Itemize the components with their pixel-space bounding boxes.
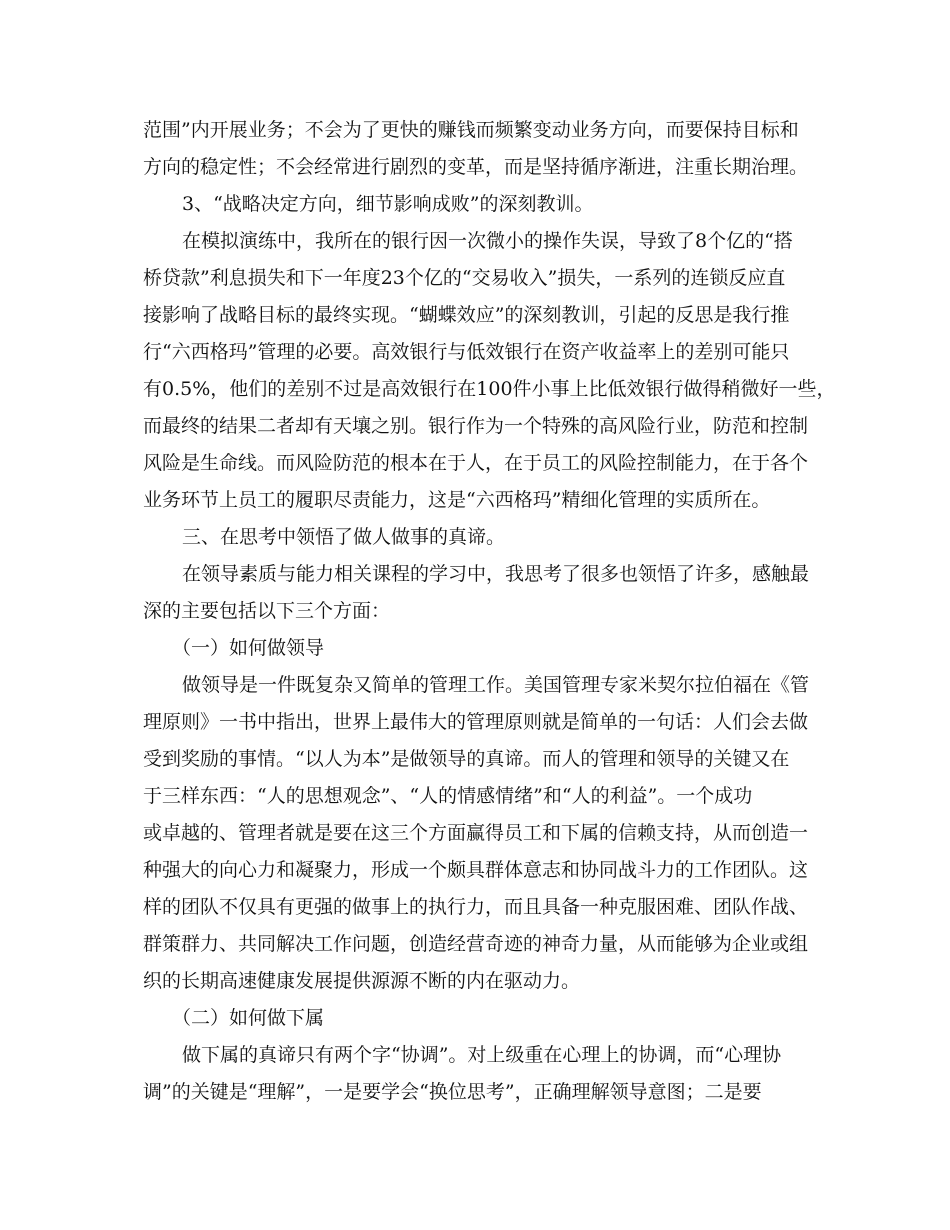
text-line: 而最终的结果二者却有天壤之别。银行作为一个特殊的高风险行业，防范和控制 [143, 415, 809, 437]
text-line: 接影响了战略目标的最终实现。“蝴蝶效应”的深刻教训，引起的反思是我行推 [143, 304, 790, 326]
text-line: 样的团队不仅具有更强的做事上的执行力，而且具备一种克服困难、团队作战、 [143, 896, 809, 918]
text-line: 或卓越的、管理者就是要在这三个方面赢得员工和下属的信赖支持，从而创造一 [143, 822, 809, 844]
text-line: 在模拟演练中，我所在的银行因一次微小的操作失误，导致了8个亿的“搭 [182, 230, 793, 252]
text-line: 理原则》一书中指出，世界上最伟大的管理原则就是简单的一句话：人们会去做 [143, 711, 809, 733]
text-line: 于三样东西：“人的思想观念”、“人的情感情绪”和“人的利益”。一个成功 [143, 785, 753, 807]
text-line: 方向的稳定性；不会经常进行剧烈的变革，而是坚持循序渐进，注重长期治理。 [143, 156, 809, 178]
text-line: 范围”内开展业务；不会为了更快的赚钱而频繁变动业务方向，而要保持目标和 [143, 119, 799, 141]
section-heading: 3、“战略决定方向，细节影响成败”的深刻教训。 [182, 193, 594, 215]
subsection-heading: （二）如何做下属 [172, 1007, 325, 1029]
text-line: 群策群力、共同解决工作问题，创造经营奇迹的神奇力量，从而能够为企业或组 [143, 933, 809, 955]
text-line: 在领导素质与能力相关课程的学习中，我思考了很多也领悟了许多，感触最 [182, 563, 810, 585]
text-line: 做领导是一件既复杂又简单的管理工作。美国管理专家米契尔拉伯福在《管 [182, 674, 810, 696]
text-line: 行“六西格玛”管理的必要。高效银行与低效银行在资产收益率上的差别可能只 [143, 341, 790, 363]
text-line: 业务环节上员工的履职尽责能力，这是“六西格玛”精细化管理的实质所在。 [143, 489, 771, 511]
document-body [143, 112, 836, 1111]
text-line: 有0.5%，他们的差别不过是高效银行在100件小事上比低效银行做得稍微好一些， [143, 378, 836, 400]
text-line: 风险是生命线。而风险防范的根本在于人，在于员工的风险控制能力，在于各个 [143, 452, 809, 474]
text-line: 种强大的向心力和凝聚力，形成一个颇具群体意志和协同战斗力的工作团队。这 [143, 859, 809, 881]
text-line: 调”的关键是“理解”，一是要学会“换位思考”，正确理解领导意图；二是要 [143, 1081, 762, 1103]
section-heading: 三、在思考中领悟了做人做事的真谛。 [182, 526, 506, 548]
text-line: 做下属的真谛只有两个字“协调”。对上级重在心理上的协调，而“心理协 [182, 1044, 782, 1066]
subsection-heading: （一）如何做领导 [172, 637, 325, 659]
text-line: 桥贷款”利息损失和下一年度23个亿的“交易收入”损失，一系列的连锁反应直 [143, 267, 786, 289]
text-line: 深的主要包括以下三个方面： [143, 600, 391, 622]
text-line: 受到奖励的事情。“以人为本”是做领导的真谛。而人的管理和领导的关键又在 [143, 748, 790, 770]
text-line: 织的长期高速健康发展提供源源不断的内在驱动力。 [143, 970, 581, 992]
